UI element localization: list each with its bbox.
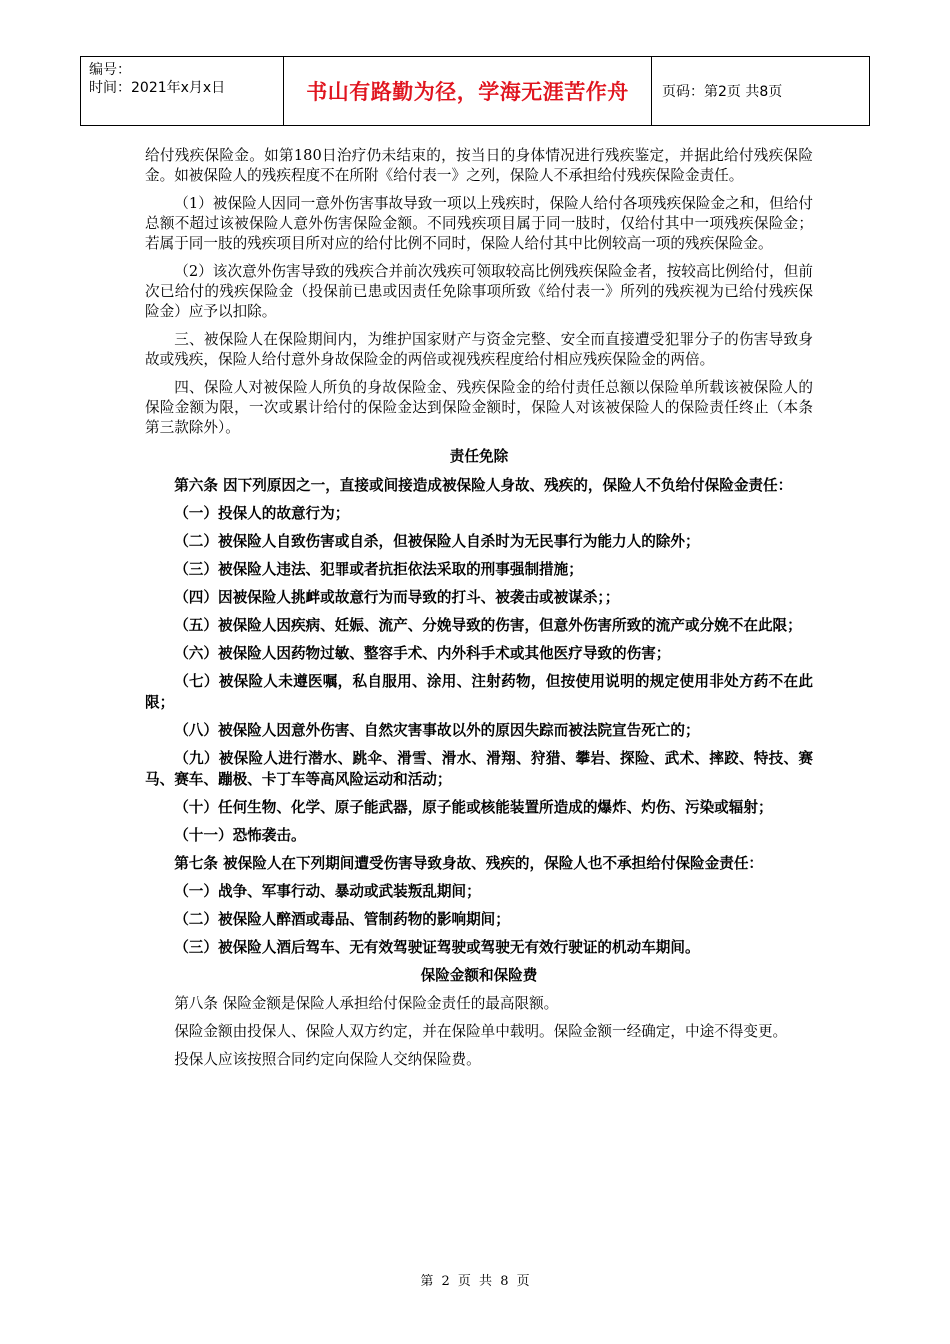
time-label: 时间：2021年x月x日 [89, 80, 226, 96]
exclusion-item: （七）被保险人未遵医嘱，私自服用、涂用、注射药物，但按使用说明的规定使用非处方药不在此限； [145, 673, 813, 711]
exclusion-item: （一）投保人的故意行为； [174, 505, 350, 522]
paragraph: 保险金额由投保人、保险人双方约定，并在保险单中载明。保险金额一经确定，中途不得变更。 [174, 1023, 788, 1040]
exclusion-item: （六）被保险人因药物过敏、整容手术、内外科手术或其他医疗导致的伤害； [174, 645, 671, 662]
exclusion-item: （四）因被保险人挑衅或故意行为而导致的打斗、被袭击或被谋杀；； [174, 589, 620, 606]
exclusion-item: （九）被保险人进行潜水、跳伞、滑雪、滑水、滑翔、狩猎、攀岩、探险、武术、摔跤、特技、赛马、赛车、蹦极、卡丁车等高风险运动和活动； [145, 750, 813, 788]
paragraph: 四、保险人对被保险人所负的身故保险金、残疾保险金的给付责任总额以保险单所载该被保险人的保险金额为限，一次或累计给付的保险金达到保险金额时，保险人对该被保险人的保险责任终止（本条第三款除外）。 [145, 379, 813, 436]
paragraph: 三、被保险人在保险期间内，为维护国家财产与资金完整、安全而直接遭受犯罪分子的伤害导致身故或残疾，保险人给付意外身故保险金的两倍或视残疾程度给付相应残疾保险金的两倍。 [145, 331, 813, 368]
header-meta [81, 57, 284, 125]
paragraph: 第八条 保险金额是保险人承担给付保险金责任的最高限额。 [174, 995, 559, 1012]
number-label: 编号： [89, 62, 131, 78]
exclusion-item: （八）被保险人因意外伤害、自然灾害事故以外的原因失踪而被法院宣告死亡的； [174, 722, 700, 739]
exclusion-item: （二）被保险人自致伤害或自杀，但被保险人自杀时为无民事行为能力人的除外； [174, 533, 700, 550]
document-body [145, 146, 813, 1078]
document-header [80, 56, 870, 126]
paragraph: （1）被保险人因同一意外伤害事故导致一项以上残疾时，保险人给付各项残疾保险金之和，但给付总额不超过该被保险人意外伤害保险金额。不同残疾项目属于同一肢时，仅给付其中一项残疾保险金；若属于同一肢的残疾项目所对应的给付比例不同时，保险人给付其中比例较高一项的残疾保险金。 [145, 195, 813, 252]
header-page-info: 页码：第2页 共8页 [662, 84, 783, 100]
exclusion-period-item: （三）被保险人酒后驾车、无有效驾驶证驾驶或驾驶无有效行驶证的机动车期间。 [174, 939, 700, 956]
exclusion-item: （十）任何生物、化学、原子能武器，原子能或核能装置所造成的爆炸、灼伤、污染或辐射； [174, 799, 773, 816]
paragraph: 给付残疾保险金。如第180日治疗仍未结束的，按当日的身体情况进行残疾鉴定，并据此给付残疾保险金。如被保险人的残疾程度不在所附《给付表一》之列，保险人不承担给付残疾保险金责任。 [145, 147, 813, 184]
exclusion-item: （三）被保险人违法、犯罪或者抗拒依法采取的刑事强制措施； [174, 561, 583, 578]
exclusion-period-item: （一）战争、军事行动、暴动或武装叛乱期间； [174, 883, 481, 900]
paragraph: 投保人应该按照合同约定向保险人交纳保险费。 [174, 1051, 481, 1068]
section-title-amount: 保险金额和保险费 [420, 967, 538, 984]
article-7: 第七条 被保险人在下列期间遭受伤害导致身故、残疾的，保险人也不承担给付保险金责任： [174, 855, 764, 872]
section-title-exclusion: 责任免除 [449, 448, 509, 465]
article-6: 第六条 因下列原因之一，直接或间接造成被保险人身故、残疾的，保险人不负给付保险金责任： [174, 477, 793, 494]
header-motto: 书山有路勤为径，学海无涯苦作舟 [284, 57, 652, 125]
paragraph: （2）该次意外伤害导致的残疾合并前次残疾可领取较高比例残疾保险金者，按较高比例给付，但前次已给付的残疾保险金（投保前已患或因责任免除事项所致《给付表一》所列的残疾视为已给付残疾保险金）应予以扣除。 [145, 263, 813, 320]
page-footer: 第 2 页 共 8 页 [420, 1274, 530, 1289]
exclusion-period-item: （二）被保险人醉酒或毒品、管制药物的影响期间； [174, 911, 510, 928]
exclusion-item: （五）被保险人因疾病、妊娠、流产、分娩导致的伤害，但意外伤害所致的流产或分娩不在此限； [174, 617, 802, 634]
exclusion-item: （十一）恐怖袭击。 [174, 827, 306, 844]
